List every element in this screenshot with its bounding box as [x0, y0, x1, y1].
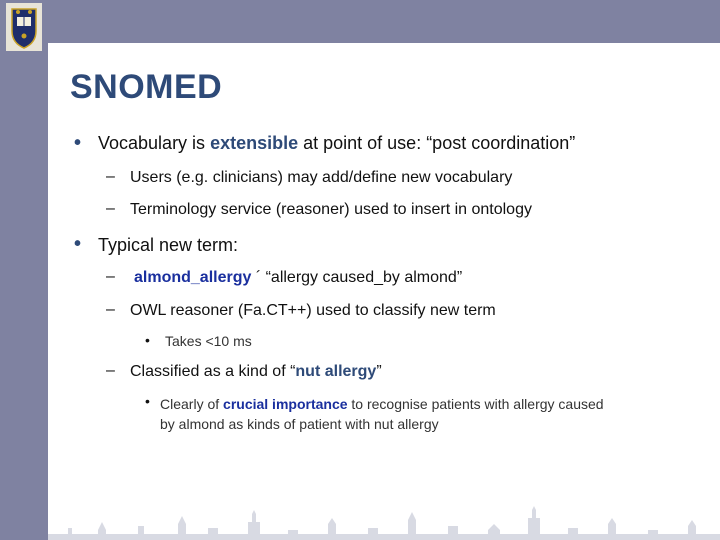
sub-sub-bullet-takes-time: Takes <10 ms — [165, 333, 252, 349]
dash-marker: – — [106, 268, 115, 285]
sub-bullet-terminology-service: Terminology service (reasoner) used to insert in ontology — [130, 201, 532, 218]
bullet-marker: • — [74, 132, 82, 154]
sub-bullet-users: Users (e.g. clinicians) may add/define new vocabulary — [130, 169, 513, 186]
bullet-typical-new-term: Typical new term: — [98, 235, 239, 255]
university-crest-logo — [6, 3, 42, 51]
sub-bullet-classified-nut-allergy — [130, 363, 382, 381]
bullet-marker: • — [145, 393, 150, 409]
bullet-text-pre: Vocabulary is — [98, 133, 211, 153]
sub-bullet-almond-allergy — [134, 269, 462, 287]
sub-bullet-owl-reasoner: OWL reasoner (Fa.CT++) used to classify new term — [130, 302, 496, 319]
dash-marker: – — [106, 200, 115, 217]
city-skyline-decoration — [48, 504, 720, 540]
bullet-vocabulary-extensible — [98, 133, 575, 154]
top-frame-bar — [0, 0, 720, 43]
dash-marker: – — [106, 168, 115, 185]
almond-allergy-definition: ´ “allergy caused_by almond” — [251, 269, 463, 286]
classified-text-pre: Classified as a kind of “ — [130, 363, 296, 380]
bullet-text-post: at point of use: “post coordination” — [298, 133, 576, 153]
crucial-text-line1-post: to recognise patients with allergy caused — [347, 396, 604, 412]
classified-text-post: ” — [376, 363, 382, 380]
left-frame-bar — [0, 0, 48, 540]
dash-marker: – — [106, 362, 115, 379]
bullet-marker: • — [145, 332, 150, 348]
nut-allergy-highlight: nut allergy — [295, 363, 377, 380]
dash-marker: – — [106, 301, 115, 318]
almond-allergy-term: almond_allergy — [134, 269, 252, 286]
extensible-highlight: extensible — [210, 133, 299, 153]
bullet-marker: • — [74, 233, 82, 255]
crucial-text-pre: Clearly of — [160, 396, 224, 412]
slide-title: SNOMED — [70, 68, 223, 106]
crucial-text-line2: by almond as kinds of patient with nut allergy — [160, 416, 439, 432]
sub-sub-bullet-crucial-importance — [160, 394, 700, 434]
crucial-importance-highlight: crucial importance — [223, 396, 348, 412]
